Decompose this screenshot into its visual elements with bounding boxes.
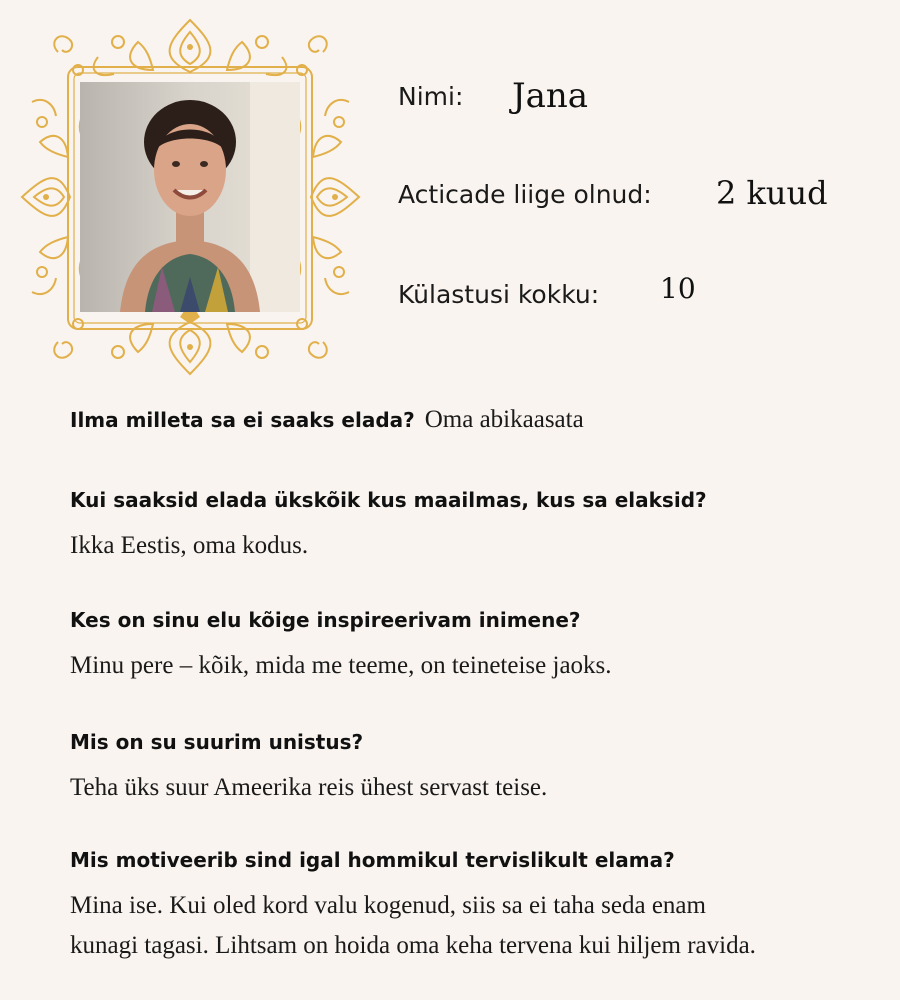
visits-total-value: 10: [660, 272, 696, 305]
member-duration-label: Acticade liige olnud:: [398, 180, 652, 209]
profile-photo: [80, 82, 300, 312]
qa-item: [70, 488, 880, 566]
question-text: Ilma milleta sa ei saaks elada?: [70, 408, 415, 432]
visits-total-label: Külastusi kokku:: [398, 280, 600, 309]
qa-item: [70, 730, 880, 808]
answer-text: Oma abikaasata: [424, 406, 584, 433]
qa-item: [70, 608, 880, 686]
question-text: Kui saaksid elada ükskõik kus maailmas, kus sa elaksid?: [70, 488, 707, 512]
qa-item: [70, 848, 880, 966]
member-duration-value: 2 kuud: [716, 174, 828, 212]
answer-text-line-1: Mina ise. Kui oled kord valu kogenud, siis sa ei taha seda enam: [70, 892, 706, 919]
question-text: Kes on sinu elu kõige inspireerivam inimene?: [70, 608, 581, 632]
answer-text: Teha üks suur Ameerika reis ühest servast teise.: [70, 774, 548, 801]
name-label: Nimi:: [398, 82, 464, 111]
question-text: Mis on su suurim unistus?: [70, 730, 364, 754]
answer-text: Ikka Eestis, oma kodus.: [70, 532, 309, 559]
answer-text: Minu pere – kõik, mida me teeme, on teineteise jaoks.: [70, 652, 612, 679]
qa-item: [70, 406, 880, 434]
answer-text-line-2: kunagi tagasi. Lihtsam on hoida oma keha tervena kui hiljem ravida.: [70, 932, 756, 959]
name-value: Jana: [512, 76, 589, 116]
question-text: Mis motiveerib sind igal hommikul tervislikult elama?: [70, 848, 675, 872]
